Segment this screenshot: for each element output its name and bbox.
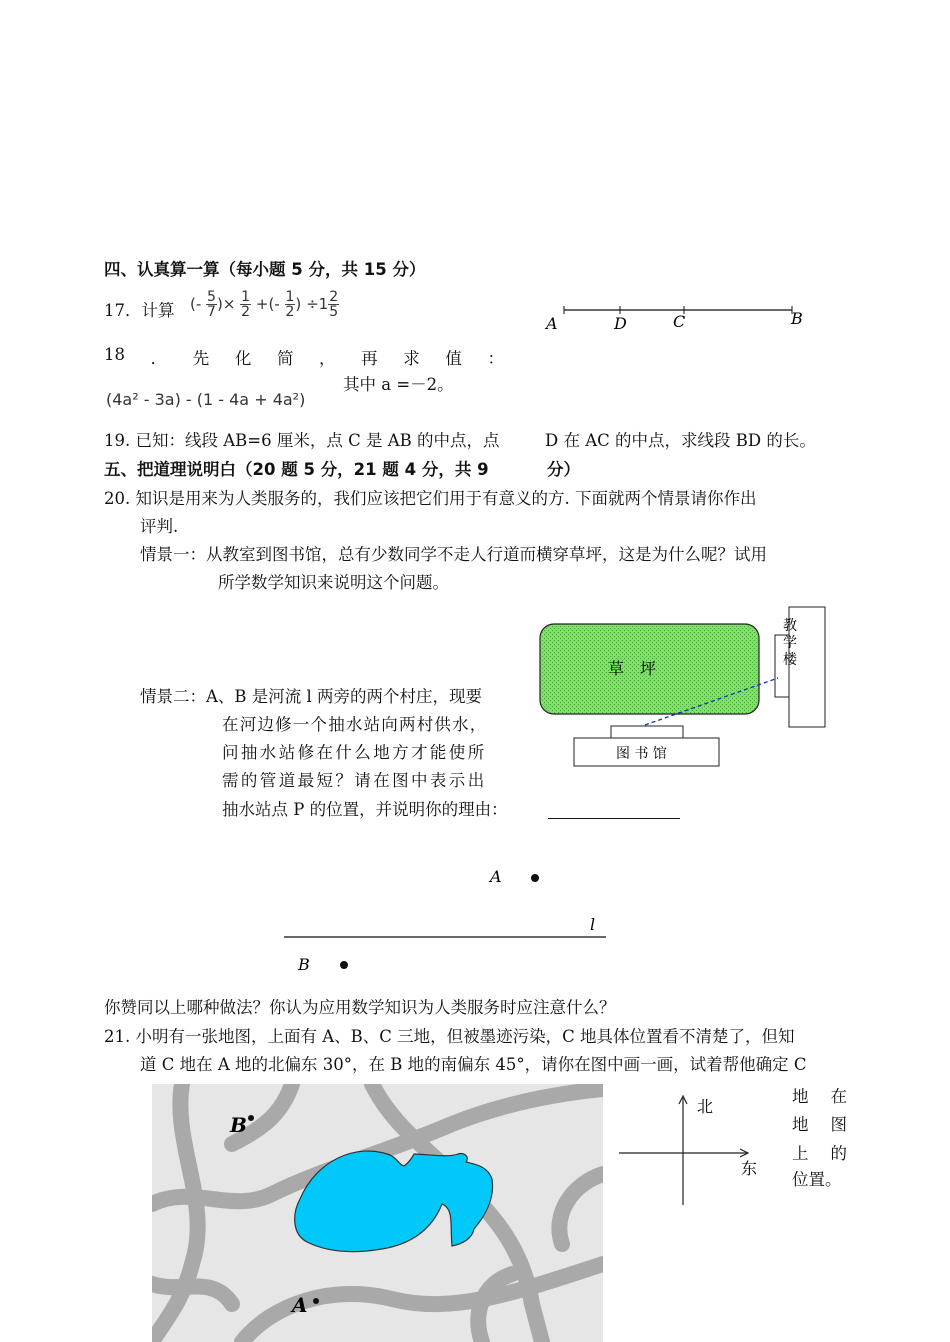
map-point-a-label: A [292, 1293, 308, 1317]
campus-diagram [530, 600, 840, 775]
q21-line1: 21. 小明有一张地图，上面有 A、B、C 三地，但被墨迹污染，C 地具体位置看不清楚了，但知 [104, 1027, 795, 1046]
q18-line1: 18 ． 先 化 简 ， 再 求 值 ： [104, 345, 504, 368]
segment-figure [540, 298, 820, 338]
point-a-label: A [546, 314, 558, 333]
lawn-label: 草 坪 [608, 659, 657, 678]
q21-tail-1: 地 在 [792, 1087, 847, 1106]
q20-intro-cont: 评判. [140, 517, 179, 536]
river-label: l [590, 915, 596, 934]
q19-text-right: D 在 AC 的中点，求线段 BD 的长。 [545, 431, 816, 450]
q20-intro: 20. 知识是用来为人类服务的，我们应该把它们用于有意义的方. 下面就两个情景请你作出 [104, 489, 757, 508]
north-label: 北 [697, 1097, 714, 1116]
q21-line2: 道 C 地在 A 地的北偏东 30°，在 B 地的南偏东 45°，请你在图中画一画，试着帮他确定 C [140, 1055, 807, 1074]
scenario2-line1: 情景二：A、B 是河流 l 两旁的两个村庄，现要 [140, 687, 483, 706]
village-b-point [340, 961, 348, 969]
q21-tail-4: 位置。 [792, 1170, 842, 1189]
library-entrance [611, 726, 683, 738]
village-a-label: A [490, 867, 502, 886]
village-a-point [531, 874, 539, 882]
compass-diagram [615, 1090, 765, 1215]
q18-condition: 其中 a =－2。 [343, 375, 454, 394]
village-b-label: B [298, 955, 310, 974]
scenario2-line5: 抽水站点 P 的位置，并说明你的理由： [222, 800, 508, 819]
scenario1-line2: 所学数学知识来说明这个问题。 [218, 573, 449, 592]
building-char-2: 学 [783, 635, 797, 651]
q21-tail-3: 上 的 [792, 1144, 847, 1163]
scenario2-line3: 问抽水站修在什么地方才能使所 [222, 743, 487, 762]
library-label: 图 书 馆 [616, 746, 667, 762]
scenario1-line1: 情景一：从教室到图书馆，总有少数同学不走人行道而横穿草坪，这是为什么呢？试用 [140, 545, 767, 564]
building-char-3: 楼 [783, 652, 797, 668]
answer-blank[interactable] [548, 818, 680, 819]
q17-label: 17．计算 [104, 301, 175, 320]
map-point-b-label: B [230, 1113, 247, 1137]
map-point-b [248, 1115, 254, 1121]
q17-expression: (- $\frac{5}{7}$ )× $\frac{1}{2}$ +(- $\frac{1}{2}$ ) ÷1 $\frac{2}{5}$ [190, 289, 339, 320]
scenario2-line2: 在河边修一个抽水站向两村供水， [222, 715, 488, 734]
building-char-1: 教 [783, 618, 797, 634]
q20-question: 你赞同以上哪种做法？你认为应用数学知识为人类服务时应注意什么？ [104, 998, 616, 1017]
east-label: 东 [741, 1159, 758, 1178]
q18-expression: (4a² - 3a) - (1 - 4a + 4a²) [106, 390, 306, 409]
point-c-label: C [673, 312, 686, 331]
stained-map [152, 1084, 603, 1342]
q19-text-left: 19. 已知：线段 AB=6 厘米，点 C 是 AB 的中点，点 [104, 431, 500, 450]
point-d-label: D [614, 314, 627, 333]
ink-blot [295, 1151, 493, 1252]
q21-tail-2: 地 图 [792, 1115, 847, 1134]
section5-heading: 五、把道理说明白（20 题 5 分，21 题 4 分，共 9 [104, 460, 489, 479]
point-b-label: B [791, 309, 803, 328]
scenario2-line4: 需的管道最短？请在图中表示出 [222, 771, 487, 790]
map-point-a [313, 1298, 319, 1304]
section4-heading: 四、认真算一算（每小题 5 分，共 15 分） [104, 260, 426, 279]
section5-heading-tail: 分） [547, 460, 580, 479]
river-diagram [270, 860, 630, 980]
